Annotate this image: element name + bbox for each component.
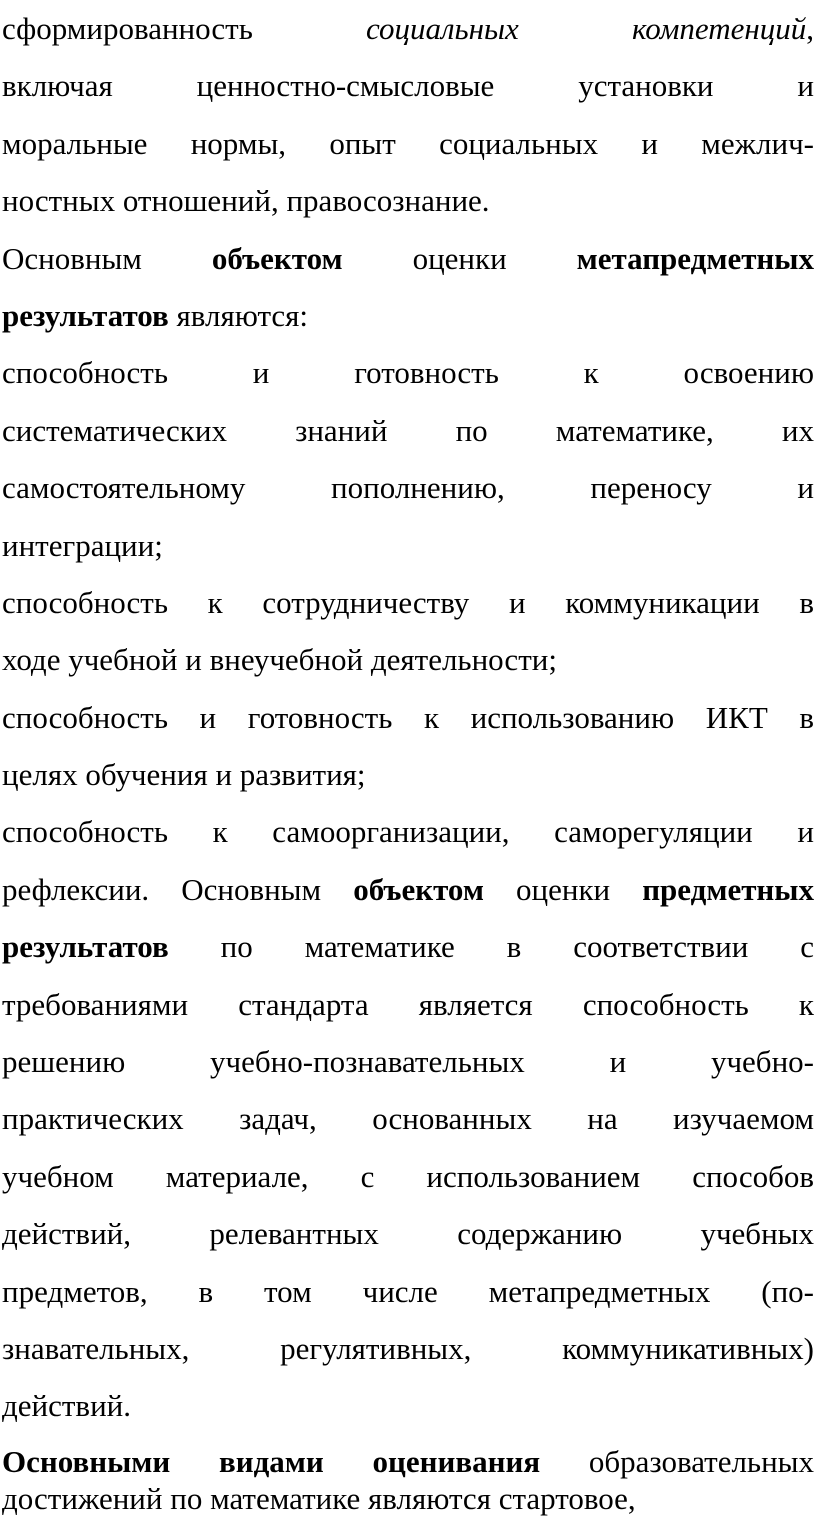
- text-line: [2, 115, 814, 172]
- document-page: [2, 0, 814, 1517]
- text-run: способность и готовность к использованию ИКТ в: [2, 699, 814, 735]
- paragraph-p6: [2, 803, 814, 1434]
- bold-term: предметных: [642, 871, 814, 907]
- bold-term: объектом: [211, 240, 343, 276]
- text-line: [2, 574, 814, 631]
- text-line: [2, 918, 814, 975]
- text-line: [2, 1377, 814, 1434]
- text-run: действий, релевантных содержанию учебных: [2, 1216, 814, 1252]
- text-run: моральные нормы, опыт социальных и межлич-: [2, 125, 814, 161]
- bold-term: результатов: [2, 929, 169, 965]
- text-line: [2, 230, 814, 287]
- text-run: практических задач, основанных на изучаемом: [2, 1101, 814, 1137]
- text-run: оценки: [483, 871, 643, 907]
- text-line: [2, 287, 814, 344]
- text-line: [2, 1090, 814, 1147]
- text-run: Основным: [2, 240, 212, 276]
- text-line: [2, 976, 814, 1033]
- text-run: оценки: [342, 240, 577, 276]
- text-run: сформированность: [2, 11, 367, 46]
- text-line: [2, 57, 814, 114]
- text-line: [2, 402, 814, 459]
- text-line: [2, 0, 814, 57]
- text-run: образовательных: [540, 1443, 814, 1479]
- text-line: [2, 1033, 814, 1090]
- text-line: [2, 1443, 814, 1480]
- paragraph-p5: [2, 689, 814, 804]
- text-run: ,: [806, 11, 814, 46]
- text-line: [2, 1205, 814, 1262]
- text-run: систематических знаний по математике, их: [2, 412, 814, 448]
- text-line: [2, 631, 814, 688]
- text-run: действий.: [2, 1388, 131, 1424]
- text-run: интеграции;: [2, 527, 163, 563]
- text-line: [2, 803, 814, 860]
- text-run: способность к сотрудничеству и коммуникации в: [2, 584, 814, 620]
- text-line: [2, 861, 814, 918]
- text-run: требованиями стандарта является способность к: [2, 986, 814, 1022]
- text-run: способность и готовность к освоению: [2, 355, 814, 391]
- text-run: учебном материале, с использованием способов: [2, 1158, 814, 1194]
- bold-term: метапредметных: [576, 240, 814, 276]
- text-run: самостоятельному пополнению, переносу и: [2, 470, 814, 506]
- text-line: [2, 1480, 814, 1517]
- paragraph-p1: [2, 0, 814, 230]
- text-run: целях обучения и развития;: [2, 757, 366, 793]
- paragraph-p3: [2, 344, 814, 574]
- italic-term: социальных компетенций: [366, 11, 807, 46]
- text-line: [2, 459, 814, 516]
- text-run: включая ценностно-смысловые установки и: [2, 68, 814, 104]
- bold-term: объектом: [353, 871, 484, 907]
- paragraph-p7: [2, 1443, 814, 1517]
- text-run: способность к самоорганизации, саморегуляции и: [2, 814, 814, 850]
- text-run: ностных отношений, правосознание.: [2, 183, 490, 219]
- text-run: ходе учебной и внеучебной деятельности;: [2, 642, 557, 678]
- text-line: [2, 1148, 814, 1205]
- text-line: [2, 172, 814, 229]
- text-run: достижений по математике являются стартовое,: [2, 1480, 636, 1516]
- text-run: предметов, в том числе метапредметных (по-: [2, 1273, 814, 1309]
- bold-term: Основными видами оценивания: [2, 1443, 541, 1479]
- text-run: знавательных, регулятивных, коммуникативных): [2, 1330, 814, 1366]
- text-line: [2, 1263, 814, 1320]
- text-line: [2, 1320, 814, 1377]
- text-line: [2, 344, 814, 401]
- text-run: являются:: [168, 297, 309, 333]
- text-line: [2, 689, 814, 746]
- bold-term: результатов: [2, 297, 169, 333]
- text-line: [2, 746, 814, 803]
- paragraph-p4: [2, 574, 814, 689]
- text-line: [2, 517, 814, 574]
- text-run: по математике в соответствии с: [168, 929, 814, 965]
- text-run: рефлексии. Основным: [2, 871, 354, 907]
- text-run: решению учебно-познавательных и учебно-: [2, 1044, 814, 1080]
- paragraph-p2: [2, 230, 814, 345]
